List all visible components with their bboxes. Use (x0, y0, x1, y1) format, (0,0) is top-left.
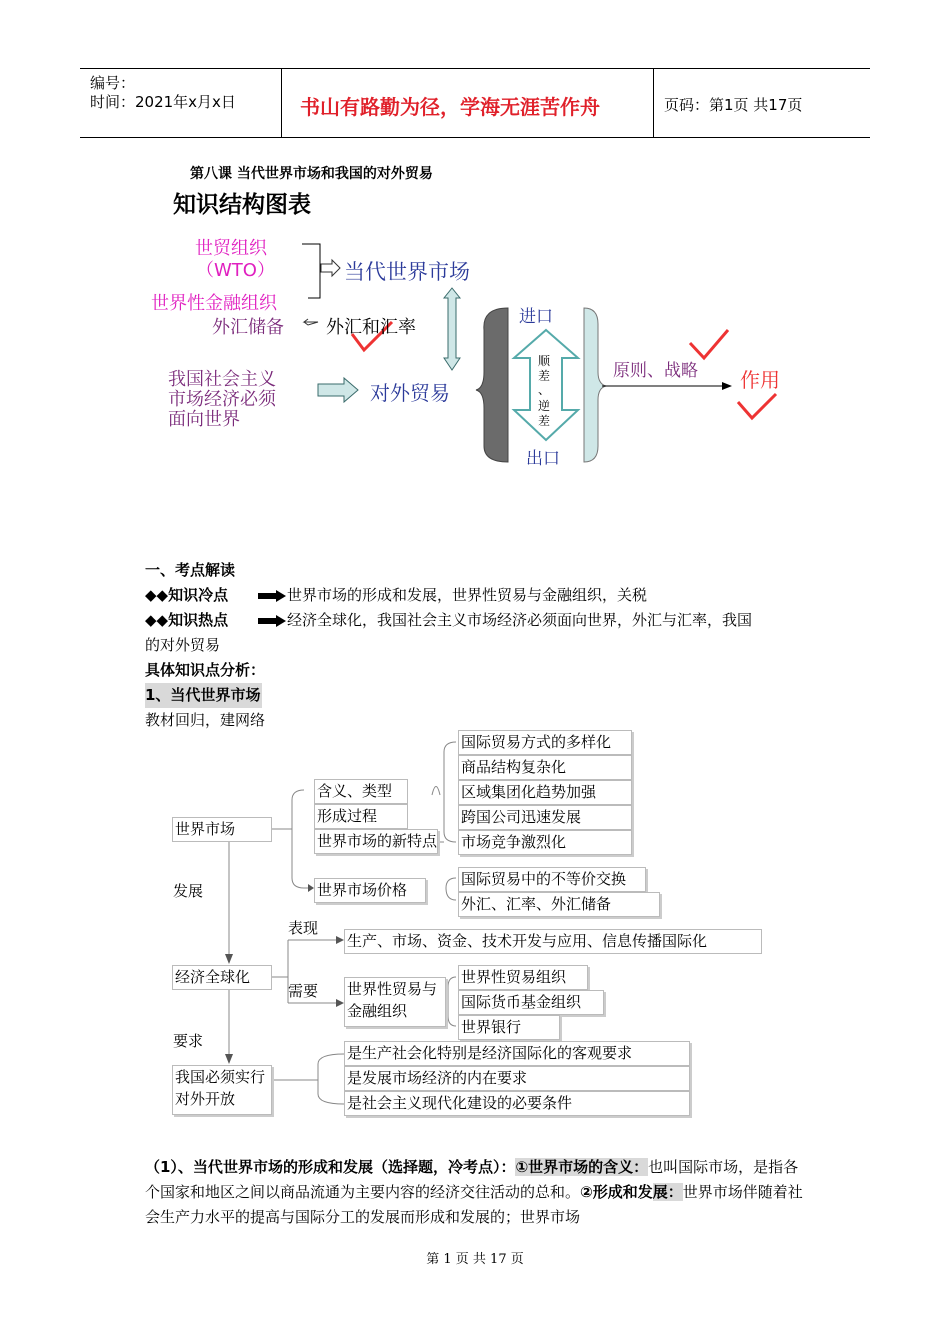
forex-reserve-label: 外汇储备 (212, 317, 284, 338)
feature-2: 商品结构复杂化 (458, 755, 632, 780)
feature-3: 区域集团化趋势加强 (458, 780, 632, 805)
label-develop: 发展 (173, 882, 204, 900)
hot-text-cont: 的对外贸易 (145, 636, 221, 654)
arrowhead-down (225, 1054, 233, 1064)
surplus-char-1: 顺 (538, 354, 551, 368)
node-open (172, 1065, 272, 1115)
foreign-trade-label: 对外贸易 (370, 381, 450, 405)
time-label: 时间：2021年x月x日 (90, 93, 236, 111)
org-2: 国际货币基金组织 (458, 990, 604, 1015)
finance-org-label: 世界性金融组织 (151, 293, 277, 314)
export-label: 出口 (526, 449, 560, 469)
socialist-line3: 面向世界 (168, 409, 240, 430)
arrowhead-down (225, 954, 233, 964)
node-orgs (344, 977, 446, 1027)
wto-label: 世贸组织 (195, 238, 267, 259)
para-highlight-3: 展： (652, 1183, 683, 1201)
principle-label: 原则、战略 (613, 361, 698, 381)
arrowhead-right (336, 936, 344, 944)
analysis-heading: 具体知识点分析： (145, 661, 266, 679)
world-market-label: 当代世界市场 (344, 260, 470, 284)
surplus-char-3: 、 (538, 383, 551, 397)
feature-5: 市场竞争激烈化 (458, 830, 632, 855)
surplus-char-5: 差 (538, 414, 551, 428)
review-text: 教材回归，建网络 (145, 711, 266, 729)
surplus-char-2: 差 (538, 369, 551, 383)
effect-label: 作用 (740, 368, 780, 392)
para-heading: （1）、当代世界市场的形成和发展（选择题，冷考点）： (145, 1158, 516, 1176)
node-orgs-line2: 金融组织 (347, 1002, 408, 1020)
socialist-line2: 市场经济必须 (168, 389, 276, 410)
para-highlight-1: ①世界市场的含义： (515, 1158, 649, 1176)
hot-text: 经济全球化，我国社会主义市场经济必须面向世界，外汇与汇率，我国 (287, 611, 753, 629)
number-label: 编号： (90, 74, 136, 92)
price-1: 国际贸易中的不等价交换 (458, 867, 646, 892)
cold-label: ◆◆知识冷点 (145, 586, 229, 604)
label-require: 要求 (173, 1032, 204, 1050)
node-globalization: 经济全球化 (172, 965, 272, 990)
org-1: 世界性贸易组织 (458, 965, 588, 990)
org-3: 世界银行 (458, 1015, 560, 1040)
sub-heading-1: 1、当代世界市场 (145, 683, 262, 708)
section-title: 知识结构图表 (173, 192, 311, 218)
reason-2: 是发展市场经济的内在要求 (344, 1066, 690, 1091)
para-text-2: 场，是指各个国家和地区之间以商品流通为主要内容的经济交往活动的总和。 (145, 1158, 799, 1201)
price-2: 外汇、汇率、外汇储备 (458, 892, 660, 917)
node-meaning: 含义、类型 (314, 779, 408, 804)
page-info: 页码：第1页 共17页 (664, 96, 803, 114)
label-need: 需要 (288, 982, 319, 1000)
exam-heading: 一、考点解读 (145, 561, 236, 579)
reason-3: 是社会主义现代化建设的必要条件 (344, 1091, 690, 1116)
node-new-features: 世界市场的新特点 (314, 829, 438, 854)
node-price: 世界市场价格 (314, 878, 426, 903)
reason-1: 是生产社会化特别是经济国际化的客观要求 (344, 1041, 690, 1066)
paragraph (145, 1155, 810, 1230)
feature-1: 国际贸易方式的多样化 (458, 730, 632, 755)
para-highlight-2: ②形成和发 (580, 1183, 653, 1201)
para-text-1: 也叫国际市 (648, 1158, 724, 1176)
curved-arrow-icon (432, 787, 440, 796)
node-world-market: 世界市场 (172, 817, 272, 842)
node-open-line2: 对外开放 (175, 1090, 236, 1108)
import-label: 进口 (519, 307, 553, 327)
node-open-line1: 我国必须实行 (175, 1068, 266, 1086)
cold-text: 世界市场的形成和发展，世界性贸易与金融组织，关税 (287, 586, 648, 604)
motto: 书山有路勤为径，学海无涯苦作舟 (300, 95, 600, 119)
socialist-line1: 我国社会主义 (168, 369, 276, 390)
arrowhead-right (336, 999, 344, 1007)
hot-label: ◆◆知识热点 (145, 611, 229, 629)
node-formation: 形成过程 (314, 804, 408, 829)
wto-abbr: （WTO） (196, 260, 275, 281)
lesson-title: 第八课 当代世界市场和我国的对外贸易 (190, 166, 433, 182)
label-show: 表现 (288, 919, 319, 937)
forex-rate-label: 外汇和汇率 (326, 317, 416, 338)
feature-4: 跨国公司迅速发展 (458, 805, 632, 830)
surplus-char-4: 逆 (538, 399, 551, 413)
page-footer: 第 1 页 共 17 页 (426, 1252, 524, 1267)
node-show-text: 生产、市场、资金、技术开发与应用、信息传播国际化 (344, 929, 762, 954)
para-text-3: 世界市场伴随着社会生产力水平的提高与国际分工的发展而形成和发展的；世界市场 (145, 1183, 803, 1226)
node-orgs-line1: 世界性贸易与 (347, 980, 438, 998)
